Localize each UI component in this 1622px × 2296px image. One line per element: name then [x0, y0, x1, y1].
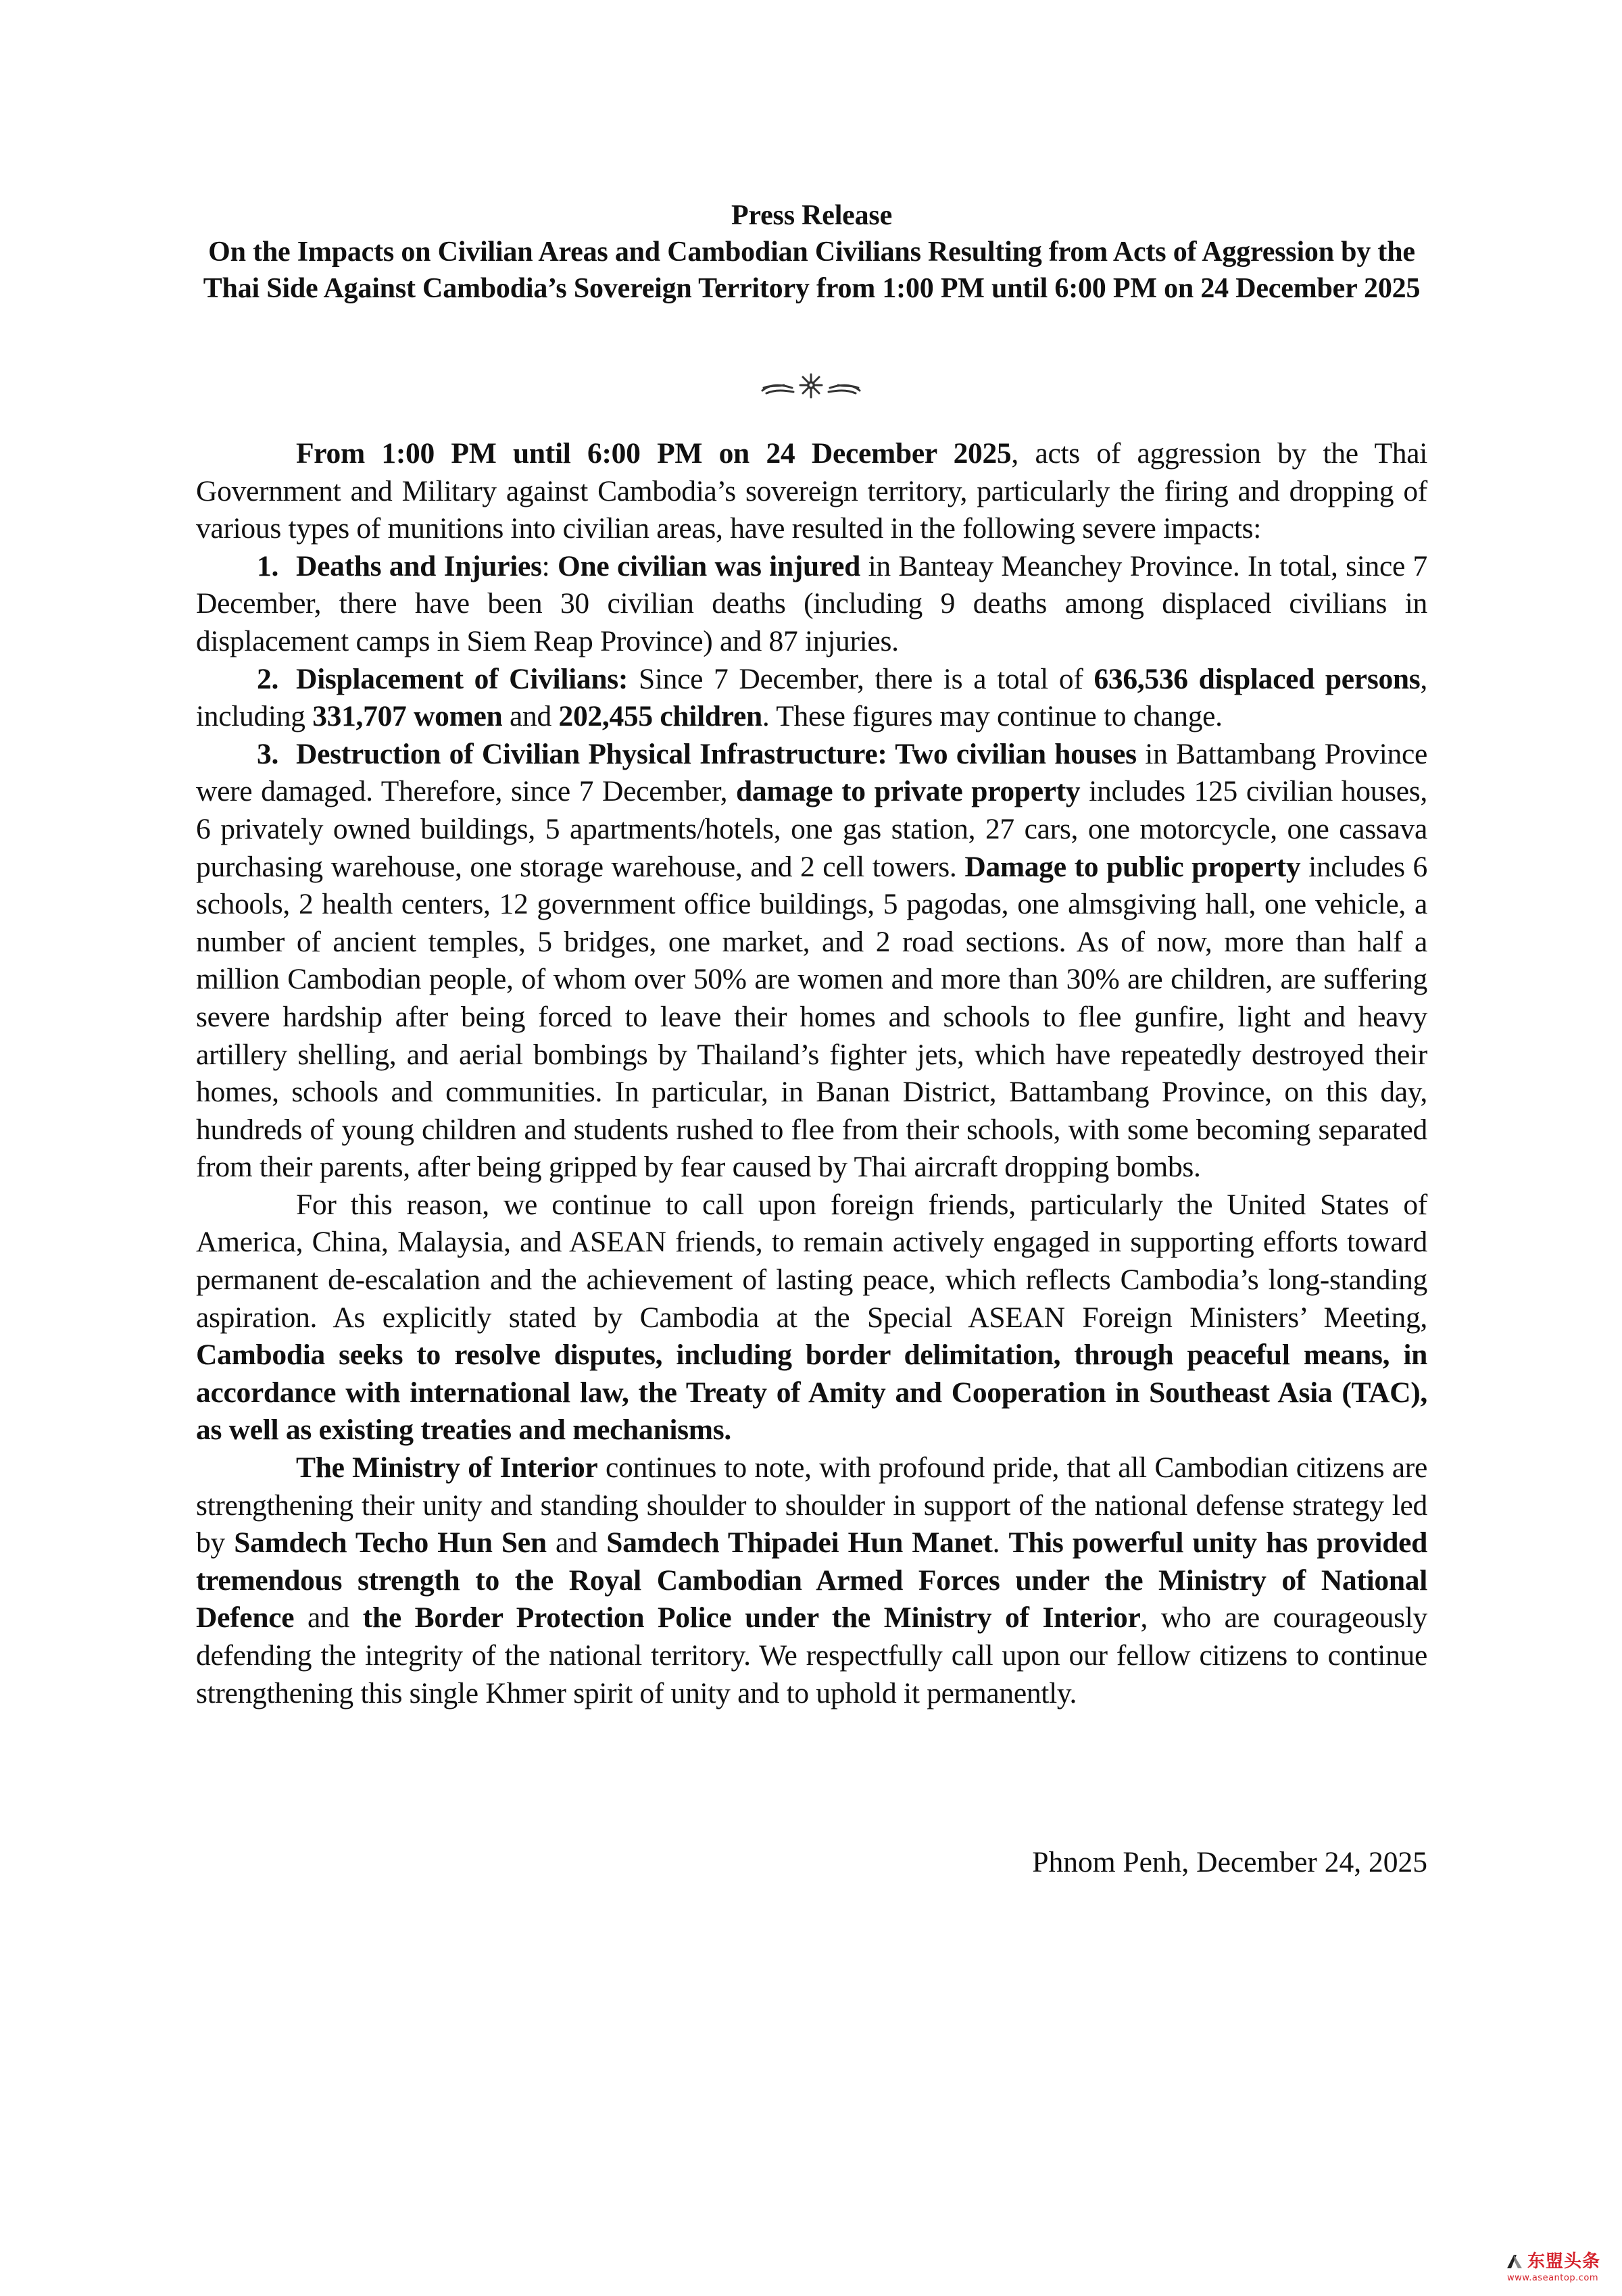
list-number: 3. [257, 737, 279, 770]
text-segment: , who are courageously defending the integrity of the national territory. We respectfully call upon our fellow citizens to continue strengthening this single Khmer spirit of unity and to uphold it permanently. [196, 1601, 1427, 1709]
watermark [1506, 2250, 1619, 2291]
intro-text: , acts of aggression by the Thai Government and Military against Cambodia’s sovereign territory, particularly the firing and dropping of various types of munitions into civilian areas, have resulted in the following severe impacts: [196, 437, 1427, 545]
list-item-heading: Deaths and Injuries [296, 549, 542, 582]
closing-paragraph [196, 1449, 1427, 1712]
document-title: Press Release [731, 200, 893, 231]
bold-segment: The Ministry of Interior [296, 1451, 598, 1484]
place-and-date: Phnom Penh, December 24, 2025 [1032, 1846, 1427, 1878]
document-subtitle: On the Impacts on Civilian Areas and Cambodian Civilians Resulting from Acts of Aggression by the Thai Side Against Cambodia’s Sovereign Territory from 1:00 PM until 6:00 PM on 24 December 2025 [203, 236, 1421, 304]
floral-divider-icon [757, 370, 865, 400]
list-number: 2. [257, 662, 279, 695]
text-segment: includes 125 civilian houses, 6 privately owned buildings, 5 apartments/hotels, one gas station, 27 cars, one motorcycle, one cassava purchasing warehouse, one storage warehouse, and 2 cell towers. [196, 775, 1427, 883]
list-item-heading: Destruction of Civilian Physical Infrastructure: Two civilian houses [296, 737, 1137, 770]
bold-segment: Samdech Techo Hun Sen [234, 1526, 547, 1559]
intro-paragraph [196, 435, 1427, 548]
text-segment: and [294, 1601, 363, 1634]
appeal-text: For this reason, we continue to call upon foreign friends, particularly the United States of America, China, Malaysia, and ASEAN friends, to remain actively engaged in supporting efforts toward permanent de-escalation and the achievement of lasting peace, which reflects Cambodia’s long-standing aspiration. As explicitly stated by Cambodia at the Special ASEAN Foreign Ministers’ Meeting, [196, 1188, 1427, 1334]
aseantop-logo-icon [1506, 2253, 1523, 2270]
bold-segment: Damage to public property [964, 850, 1301, 883]
document-header [196, 197, 1427, 307]
bold-segment: 331,707 women [312, 700, 503, 733]
watermark-url: www.aseantop.com [1507, 2273, 1598, 2283]
text-segment: in Banteay Meanchey Province. In total, since 7 December, there have been 30 civilian deaths (including 9 deaths among displaced civilians in displacement camps in Siem Reap Province) and 87 injuries. [196, 549, 1427, 657]
list-item-deaths-injuries [196, 548, 1427, 661]
list-item-displacement [196, 661, 1427, 736]
text-segment: Since 7 December, there is a total of [628, 662, 1094, 695]
list-item-infrastructure [196, 736, 1427, 1187]
intro-bold-lead: From 1:00 PM until 6:00 PM on 24 December 2025 [296, 437, 1012, 470]
text-segment: , including [196, 662, 1427, 733]
list-item-heading: Displacement of Civilians: [296, 662, 629, 695]
bold-segment: 636,536 displaced persons [1093, 662, 1421, 695]
text-segment: and [546, 1526, 607, 1559]
text-segment: . These figures may continue to change. [762, 700, 1223, 733]
bold-segment: the Border Protection Police under the Ministry of Interior [362, 1601, 1141, 1634]
text-segment: and [502, 700, 559, 733]
appeal-bold: Cambodia seeks to resolve disputes, including border delimitation, through peaceful means, in accordance with international law, the Treaty of Amity and Cooperation in Southeast Asia (TAC), as well as existing treaties and mechanisms. [196, 1339, 1427, 1447]
text-segment: : [541, 549, 558, 582]
text-segment: continues to note, with profound pride, that all Cambodian citizens are strengthening their unity and standing shoulder to shoulder in support of the national defense strategy led by [196, 1451, 1427, 1559]
bold-segment: This powerful unity has provided tremendous strength to the Royal Cambodian Armed Forces under the Ministry of National Defence [196, 1526, 1427, 1634]
text-segment: includes 6 schools, 2 health centers, 12 government office buildings, 5 pagodas, one almsgiving hall, one vehicle, a number of ancient temples, 5 bridges, one market, and 2 road sections. As of now, more than half a million Cambodian people, of whom over 50% are women and more than 30% are children, are suffering severe hardship after being forced to leave their homes and schools to flee gunfire, light and heavy artillery shelling, and aerial bombings by Thailand’s fighter jets, which have repeatedly destroyed their homes, schools and communities. In particular, in Banan District, Battambang Province, on this day, hundreds of young children and students rushed to flee from their schools, with some becoming separated from their parents, after being gripped by fear caused by Thai aircraft dropping bombs. [196, 850, 1428, 1184]
list-number: 1. [257, 549, 279, 582]
document-body [196, 435, 1427, 1712]
bold-segment: Samdech Thipadei Hun Manet [606, 1526, 993, 1559]
text-segment: . [992, 1526, 1009, 1559]
bold-segment: damage to private property [736, 775, 1081, 808]
watermark-name: 东盟头条 [1527, 2251, 1601, 2272]
appeal-paragraph [196, 1187, 1427, 1449]
bold-segment: One civilian was injured [557, 549, 861, 582]
bold-segment: 202,455 children [558, 700, 762, 733]
text-segment: in Battambang Province were damaged. Therefore, since 7 December, [196, 737, 1427, 808]
